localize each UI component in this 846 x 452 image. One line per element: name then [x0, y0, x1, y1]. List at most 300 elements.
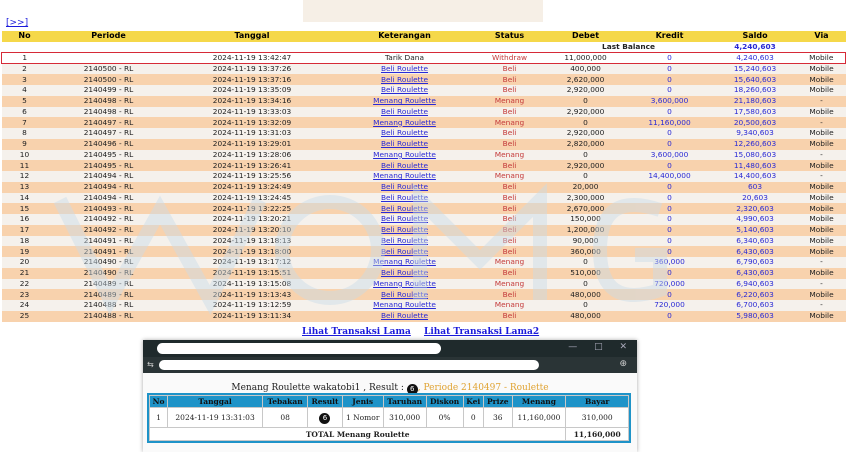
row-keterangan[interactable]: Beli Roulette: [335, 246, 475, 257]
popup-titlebar: [143, 340, 637, 357]
detail-col-header: Jenis: [342, 396, 383, 408]
row-kredit: 0: [627, 85, 713, 96]
row-status: Beli: [475, 64, 545, 75]
row-no: 11: [2, 160, 48, 171]
row-keterangan[interactable]: Beli Roulette: [335, 85, 475, 96]
row-status: Menang: [475, 300, 545, 311]
row-kredit: 11,160,000: [627, 117, 713, 128]
row-saldo: 15,080,603: [713, 150, 798, 161]
row-via: Mobile: [798, 74, 846, 85]
row-tanggal: 2024-11-19 13:15:51: [170, 268, 335, 279]
row-debet: 0: [545, 96, 627, 107]
row-status: Beli: [475, 160, 545, 171]
detail-prize: 36: [484, 408, 513, 428]
row-saldo: 5,980,603: [713, 311, 798, 322]
detail-col-header: Tebakan: [262, 396, 307, 408]
row-no: 12: [2, 171, 48, 182]
table-row: [2, 268, 846, 279]
popup-heading: [143, 383, 637, 395]
detail-col-header: Tanggal: [168, 396, 263, 408]
table-row: [2, 96, 846, 107]
row-status: Beli: [475, 139, 545, 150]
row-tanggal: 2024-11-19 13:22:25: [170, 203, 335, 214]
row-periode: 2140489 - RL: [48, 289, 170, 300]
table-row: [2, 300, 846, 311]
row-tanggal: 2024-11-19 13:34:16: [170, 96, 335, 107]
row-saldo: 20,603: [713, 193, 798, 204]
table-row: [2, 128, 846, 139]
row-keterangan[interactable]: Beli Roulette: [335, 64, 475, 75]
row-no: 20: [2, 257, 48, 268]
row-no: 17: [2, 225, 48, 236]
row-debet: 480,000: [545, 311, 627, 322]
row-status: Menang: [475, 150, 545, 161]
row-keterangan[interactable]: Beli Roulette: [335, 268, 475, 279]
detail-no: 1: [150, 408, 168, 428]
popup-address-bar: [143, 357, 637, 373]
row-tanggal: 2024-11-19 13:37:16: [170, 74, 335, 85]
row-no: 19: [2, 246, 48, 257]
row-via: Mobile: [798, 64, 846, 75]
row-tanggal: 2024-11-19 13:29:01: [170, 139, 335, 150]
detail-tanggal: 2024-11-19 13:31:03: [168, 408, 263, 428]
row-kredit: 0: [627, 182, 713, 193]
row-saldo: 6,700,603: [713, 300, 798, 311]
detail-col-header: Taruhan: [383, 396, 426, 408]
row-saldo: 6,220,603: [713, 289, 798, 300]
row-debet: 2,300,000: [545, 193, 627, 204]
row-periode: 2140488 - RL: [48, 300, 170, 311]
table-row: [2, 246, 846, 257]
window-controls: [554, 342, 627, 352]
detail-popup-window: [143, 340, 637, 452]
detail-menang: 11,160,000: [512, 408, 566, 428]
row-periode: 2140494 - RL: [48, 171, 170, 182]
row-debet: 2,920,000: [545, 85, 627, 96]
lihat-transaksi-lama-link[interactable]: Lihat Transaksi Lama: [302, 327, 411, 337]
row-debet: 11,000,000: [545, 53, 627, 64]
row-tanggal: 2024-11-19 13:15:08: [170, 279, 335, 290]
row-tanggal: 2024-11-19 13:25:56: [170, 171, 335, 182]
row-saldo: 20,500,603: [713, 117, 798, 128]
row-periode: 2140497 - RL: [48, 117, 170, 128]
col-header: Status: [475, 31, 545, 42]
row-kredit: 0: [627, 268, 713, 279]
row-periode: 2140489 - RL: [48, 279, 170, 290]
row-via: Mobile: [798, 311, 846, 322]
row-via: Mobile: [798, 289, 846, 300]
row-periode: 2140492 - RL: [48, 214, 170, 225]
row-kredit: 0: [627, 236, 713, 247]
row-kredit: 0: [627, 203, 713, 214]
col-header: Tanggal: [170, 31, 335, 42]
row-via: Mobile: [798, 85, 846, 96]
detail-result: [308, 408, 342, 428]
row-tanggal: 2024-11-19 13:18:13: [170, 236, 335, 247]
row-debet: 2,920,000: [545, 160, 627, 171]
row-debet: 0: [545, 279, 627, 290]
row-keterangan[interactable]: Beli Roulette: [335, 160, 475, 171]
row-debet: 480,000: [545, 289, 627, 300]
zoom-icon[interactable]: ⊕: [619, 359, 627, 369]
row-keterangan[interactable]: Beli Roulette: [335, 74, 475, 85]
row-kredit: 0: [627, 139, 713, 150]
row-no: 13: [2, 182, 48, 193]
row-tanggal: 2024-11-19 13:28:06: [170, 150, 335, 161]
row-kredit: 0: [627, 311, 713, 322]
row-tanggal: 2024-11-19 13:24:49: [170, 182, 335, 193]
row-no: 25: [2, 311, 48, 322]
row-status: Menang: [475, 96, 545, 107]
row-status: Beli: [475, 225, 545, 236]
row-kredit: 0: [627, 74, 713, 85]
row-kredit: 0: [627, 128, 713, 139]
last-balance-label: Last Balance: [545, 42, 713, 53]
row-keterangan[interactable]: Beli Roulette: [335, 289, 475, 300]
table-header-row: [2, 31, 846, 42]
row-no: 2: [2, 64, 48, 75]
col-header: Via: [798, 31, 846, 42]
row-debet: 0: [545, 117, 627, 128]
row-periode: 2140500 - RL: [48, 64, 170, 75]
row-saldo: 4,240,603: [713, 53, 798, 64]
table-row: [2, 139, 846, 150]
row-no: 4: [2, 85, 48, 96]
row-keterangan[interactable]: Beli Roulette: [335, 311, 475, 322]
row-status: Beli: [475, 193, 545, 204]
row-status: Menang: [475, 279, 545, 290]
row-saldo: 6,790,603: [713, 257, 798, 268]
top-banner-area: [303, 0, 543, 22]
minimize-icon[interactable]: —: [568, 342, 578, 352]
popup-periode: , Periode 2140497 - Roulette: [417, 383, 549, 393]
row-saldo: 6,340,603: [713, 236, 798, 247]
table-row: [2, 289, 846, 300]
next-page-link[interactable]: [>>]: [6, 18, 29, 28]
detail-col-header: Bayar: [566, 396, 629, 408]
table-row: [2, 85, 846, 96]
row-keterangan[interactable]: Beli Roulette: [335, 128, 475, 139]
table-row: [2, 64, 846, 75]
row-status: Menang: [475, 257, 545, 268]
row-kredit: 0: [627, 53, 713, 64]
row-debet: 1,200,000: [545, 225, 627, 236]
withdraw-row-highlighted: [2, 53, 846, 64]
row-tanggal: 2024-11-19 13:42:47: [170, 53, 335, 64]
table-row: [2, 225, 846, 236]
row-via: -: [798, 279, 846, 290]
row-keterangan[interactable]: Menang Roulette: [335, 257, 475, 268]
detail-tebakan: 08: [262, 408, 307, 428]
row-saldo: 18,260,603: [713, 85, 798, 96]
row-tanggal: 2024-11-19 13:18:00: [170, 246, 335, 257]
table-row: [2, 107, 846, 118]
row-status: Beli: [475, 214, 545, 225]
table-row: [2, 279, 846, 290]
table-row: [2, 214, 846, 225]
row-keterangan[interactable]: Menang Roulette: [335, 279, 475, 290]
row-status: Withdraw: [475, 53, 545, 64]
col-header: Kredit: [627, 31, 713, 42]
last-balance-value: 4,240,603: [713, 42, 798, 53]
row-status: Beli: [475, 246, 545, 257]
row-keterangan[interactable]: Menang Roulette: [335, 171, 475, 182]
row-keterangan[interactable]: Menang Roulette: [335, 300, 475, 311]
row-periode: 2140488 - RL: [48, 311, 170, 322]
row-periode: 2140498 - RL: [48, 96, 170, 107]
row-status: Beli: [475, 128, 545, 139]
table-row: [2, 160, 846, 171]
row-debet: 360,000: [545, 246, 627, 257]
table-row: [2, 311, 846, 322]
history-links: [302, 327, 549, 337]
row-periode: 2140499 - RL: [48, 85, 170, 96]
row-via: Mobile: [798, 139, 846, 150]
row-via: -: [798, 300, 846, 311]
row-tanggal: 2024-11-19 13:24:45: [170, 193, 335, 204]
detail-row: [150, 408, 629, 428]
detail-kei: 0: [463, 408, 483, 428]
row-tanggal: 2024-11-19 13:13:43: [170, 289, 335, 300]
row-saldo: 6,940,603: [713, 279, 798, 290]
detail-col-header: Menang: [512, 396, 566, 408]
row-no: 14: [2, 193, 48, 204]
row-saldo: 11,480,603: [713, 160, 798, 171]
row-keterangan[interactable]: Beli Roulette: [335, 225, 475, 236]
row-saldo: 12,260,603: [713, 139, 798, 150]
table-row: [2, 74, 846, 85]
col-header: Periode: [48, 31, 170, 42]
row-debet: 0: [545, 171, 627, 182]
row-kredit: 0: [627, 64, 713, 75]
row-tanggal: 2024-11-19 13:31:03: [170, 128, 335, 139]
row-via: -: [798, 96, 846, 107]
row-debet: 0: [545, 300, 627, 311]
row-tanggal: 2024-11-19 13:12:59: [170, 300, 335, 311]
row-keterangan[interactable]: Beli Roulette: [335, 203, 475, 214]
row-no: 21: [2, 268, 48, 279]
detail-bayar: 310,000: [566, 408, 629, 428]
row-no: 1: [2, 53, 48, 64]
row-kredit: 0: [627, 160, 713, 171]
row-via: Mobile: [798, 268, 846, 279]
row-saldo: 4,990,603: [713, 214, 798, 225]
row-debet: 2,820,000: [545, 139, 627, 150]
row-via: -: [798, 171, 846, 182]
row-status: Beli: [475, 311, 545, 322]
row-via: -: [798, 150, 846, 161]
row-periode: 2140494 - RL: [48, 182, 170, 193]
last-balance-row: [2, 42, 846, 53]
row-via: Mobile: [798, 128, 846, 139]
row-kredit: 0: [627, 193, 713, 204]
row-no: 10: [2, 150, 48, 161]
row-no: 9: [2, 139, 48, 150]
row-periode: 2140496 - RL: [48, 139, 170, 150]
row-debet: 90,000: [545, 236, 627, 247]
detail-diskon: 0%: [426, 408, 463, 428]
row-periode: 2140498 - RL: [48, 107, 170, 118]
row-status: Beli: [475, 74, 545, 85]
row-no: 22: [2, 279, 48, 290]
row-keterangan[interactable]: Menang Roulette: [335, 96, 475, 107]
row-via: Mobile: [798, 214, 846, 225]
row-kredit: 3,600,000: [627, 150, 713, 161]
row-status: Menang: [475, 171, 545, 182]
transaction-table: [1, 31, 846, 322]
detail-total-value: 11,160,000: [566, 428, 629, 441]
row-via: Mobile: [798, 225, 846, 236]
row-via: Mobile: [798, 193, 846, 204]
row-kredit: 360,000: [627, 257, 713, 268]
bet-detail-table: [149, 395, 629, 441]
maximize-icon[interactable]: □: [594, 342, 603, 352]
row-periode: 2140495 - RL: [48, 150, 170, 161]
row-no: 6: [2, 107, 48, 118]
row-status: Menang: [475, 117, 545, 128]
row-saldo: 14,400,603: [713, 171, 798, 182]
row-kredit: 14,400,000: [627, 171, 713, 182]
table-row: [2, 117, 846, 128]
row-kredit: 3,600,000: [627, 96, 713, 107]
row-tanggal: 2024-11-19 13:20:21: [170, 214, 335, 225]
row-no: 5: [2, 96, 48, 107]
row-debet: 0: [545, 257, 627, 268]
row-saldo: 603: [713, 182, 798, 193]
lihat-transaksi-lama2-link[interactable]: Lihat Transaksi Lama2: [423, 327, 540, 337]
row-via: Mobile: [798, 246, 846, 257]
row-keterangan: Tarik Dana: [335, 53, 475, 64]
row-periode: 2140490 - RL: [48, 268, 170, 279]
row-tanggal: 2024-11-19 13:32:09: [170, 117, 335, 128]
row-status: Beli: [475, 236, 545, 247]
col-header: Keterangan: [335, 31, 475, 42]
row-keterangan[interactable]: Menang Roulette: [335, 117, 475, 128]
row-kredit: 720,000: [627, 279, 713, 290]
row-saldo: 2,320,603: [713, 203, 798, 214]
result-ball-icon: 6: [319, 413, 330, 424]
close-icon[interactable]: ✕: [619, 342, 627, 352]
detail-col-header: Result: [308, 396, 342, 408]
result-ball-icon: 6: [407, 384, 418, 395]
col-header: Debet: [545, 31, 627, 42]
table-row: [2, 193, 846, 204]
site-info-icon[interactable]: ⇆: [147, 360, 154, 369]
row-no: 23: [2, 289, 48, 300]
row-kredit: 720,000: [627, 300, 713, 311]
row-kredit: 0: [627, 214, 713, 225]
row-no: 16: [2, 214, 48, 225]
popup-title-redacted: [157, 343, 441, 354]
row-tanggal: 2024-11-19 13:20:10: [170, 225, 335, 236]
detail-col-header: Diskon: [426, 396, 463, 408]
row-periode: 2140500 - RL: [48, 74, 170, 85]
row-keterangan[interactable]: Beli Roulette: [335, 139, 475, 150]
detail-jenis: 1 Nomor: [342, 408, 383, 428]
row-no: 24: [2, 300, 48, 311]
detail-total-row: [150, 428, 629, 441]
popup-url-redacted[interactable]: [159, 360, 539, 370]
row-debet: 0: [545, 150, 627, 161]
row-keterangan[interactable]: Beli Roulette: [335, 236, 475, 247]
row-keterangan[interactable]: Beli Roulette: [335, 193, 475, 204]
row-periode: 2140497 - RL: [48, 128, 170, 139]
table-row: [2, 182, 846, 193]
row-tanggal: 2024-11-19 13:17:12: [170, 257, 335, 268]
row-saldo: 17,580,603: [713, 107, 798, 118]
row-tanggal: 2024-11-19 13:33:03: [170, 107, 335, 118]
row-saldo: 15,240,603: [713, 64, 798, 75]
row-keterangan[interactable]: Beli Roulette: [335, 107, 475, 118]
row-keterangan[interactable]: Beli Roulette: [335, 214, 475, 225]
row-keterangan[interactable]: Menang Roulette: [335, 150, 475, 161]
row-tanggal: 2024-11-19 13:11:34: [170, 311, 335, 322]
table-row: [2, 257, 846, 268]
row-periode: 2140494 - RL: [48, 193, 170, 204]
row-tanggal: 2024-11-19 13:26:41: [170, 160, 335, 171]
detail-col-header: Kei: [463, 396, 483, 408]
row-saldo: 5,140,603: [713, 225, 798, 236]
row-debet: 2,920,000: [545, 107, 627, 118]
row-via: Mobile: [798, 203, 846, 214]
row-debet: 150,000: [545, 214, 627, 225]
row-periode: [48, 53, 170, 64]
row-no: 3: [2, 74, 48, 85]
row-debet: 2,620,000: [545, 74, 627, 85]
row-status: Beli: [475, 203, 545, 214]
row-status: Beli: [475, 85, 545, 96]
row-via: Mobile: [798, 182, 846, 193]
detail-col-header: Prize: [484, 396, 513, 408]
row-kredit: 0: [627, 107, 713, 118]
table-row: [2, 203, 846, 214]
table-row: [2, 150, 846, 161]
row-tanggal: 2024-11-19 13:37:26: [170, 64, 335, 75]
row-no: 8: [2, 128, 48, 139]
detail-col-header: No: [150, 396, 168, 408]
row-via: Mobile: [798, 53, 846, 64]
row-debet: 2,920,000: [545, 128, 627, 139]
popup-content: [143, 373, 637, 452]
row-no: 15: [2, 203, 48, 214]
row-kredit: 0: [627, 225, 713, 236]
row-periode: 2140490 - RL: [48, 257, 170, 268]
row-via: Mobile: [798, 160, 846, 171]
detail-header-row: [150, 396, 629, 408]
row-via: Mobile: [798, 107, 846, 118]
row-status: Beli: [475, 289, 545, 300]
detail-total-label: TOTAL Menang Roulette: [150, 428, 566, 441]
row-periode: 2140493 - RL: [48, 203, 170, 214]
row-keterangan[interactable]: Beli Roulette: [335, 182, 475, 193]
row-debet: 510,000: [545, 268, 627, 279]
row-saldo: 6,430,603: [713, 246, 798, 257]
row-debet: 400,000: [545, 64, 627, 75]
row-periode: 2140492 - RL: [48, 225, 170, 236]
row-no: 7: [2, 117, 48, 128]
row-kredit: 0: [627, 246, 713, 257]
table-row: [2, 171, 846, 182]
row-via: -: [798, 117, 846, 128]
row-saldo: 9,340,603: [713, 128, 798, 139]
row-saldo: 6,430,603: [713, 268, 798, 279]
col-header: Saldo: [713, 31, 798, 42]
row-kredit: 0: [627, 289, 713, 300]
row-periode: 2140495 - RL: [48, 160, 170, 171]
col-header: No: [2, 31, 48, 42]
row-periode: 2140491 - RL: [48, 236, 170, 247]
row-via: Mobile: [798, 236, 846, 247]
